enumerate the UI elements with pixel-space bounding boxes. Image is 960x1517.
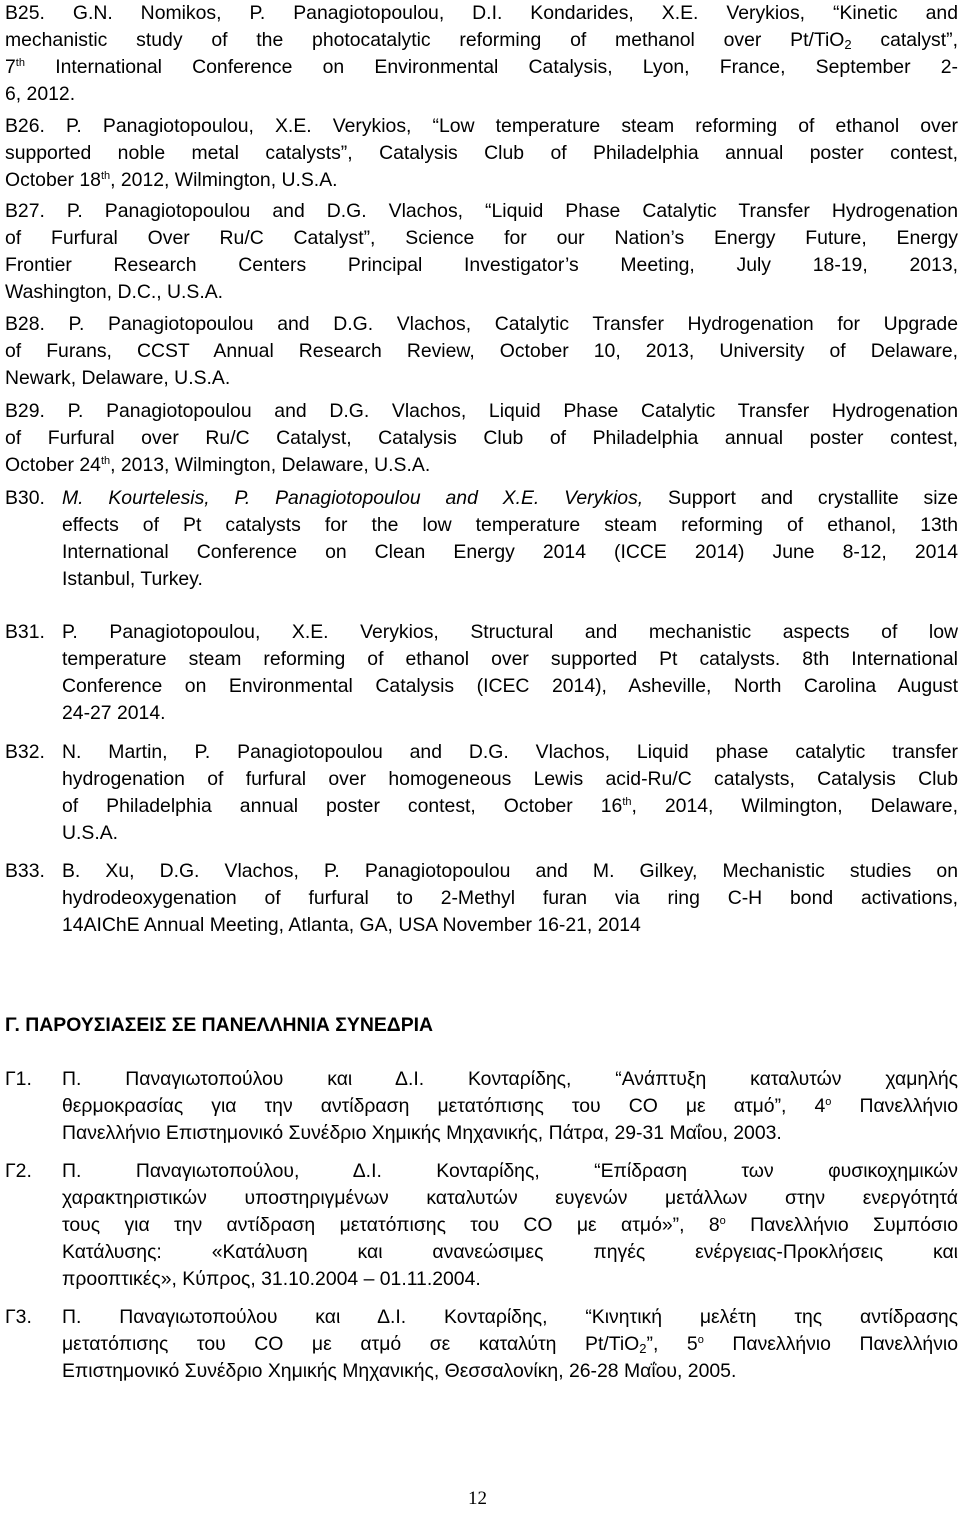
entry-line: χαρακτηριστικών υποστηριγμένων καταλυτών ευγενών μετάλλων στην ενεργότητά bbox=[62, 1187, 958, 1209]
entry-line: τους για την αντίδραση μετατόπισης του CO με ατμό»”, 8$^o$ Πανελλήνιο Συμπόσιο bbox=[62, 1214, 958, 1236]
entry-line: of Furans, CCST Annual Research Review, October 10, 2013, University of Delaware, bbox=[5, 340, 958, 362]
entry-line: 6, 2012. bbox=[5, 83, 76, 105]
entry-line: of Furfural Over Ru/C Catalyst”, Science for our Nation’s Energy Future, Energy bbox=[5, 227, 958, 249]
page-number: 12 bbox=[468, 1488, 487, 1509]
entry-line: International Conference on Clean Energy 2014 (ICCE 2014) June 8-12, 2014 bbox=[62, 541, 958, 563]
reference-entry-b28 bbox=[5, 311, 958, 392]
entry-line: hydrodeoxygenation of furfural to 2-Methyl furan via ring C-H bond activations, bbox=[62, 887, 958, 909]
entry-line: B31. P. Panagiotopoulou, X.E. Verykios, Structural and mechanistic aspects of low bbox=[5, 619, 958, 646]
reference-entry-b27 bbox=[5, 198, 958, 306]
entry-line: Istanbul, Turkey. bbox=[62, 568, 203, 590]
entry-line: B30. M. Kourtelesis, P. Panagiotopoulou and X.E. Verykios, Support and crystallite size bbox=[5, 485, 958, 512]
entry-line: B29. P. Panagiotopoulou and D.G. Vlachos, Liquid Phase Catalytic Transfer Hydrogenation bbox=[5, 400, 958, 422]
entry-line: Γ2. Π. Παναγιωτοπούλου, Δ.Ι. Κονταρίδης, “Επίδραση των φυσικοχημικών bbox=[5, 1158, 958, 1185]
reference-entry-g2 bbox=[5, 1158, 958, 1293]
entry-line: Γ1. Π. Παναγιωτοπούλου και Δ.Ι. Κονταρίδης, “Ανάπτυξη καταλυτών χαμηλής bbox=[5, 1066, 958, 1093]
reference-entry-b29 bbox=[5, 398, 958, 479]
entry-label: Γ3. bbox=[5, 1306, 32, 1328]
entry-line: Frontier Research Centers Principal Investigator’s Meeting, July 18-19, 2013, bbox=[5, 254, 958, 276]
entry-line: 7th International Conference on Environmental Catalysis, Lyon, France, September 2- bbox=[5, 56, 958, 78]
entry-line: B33. B. Xu, D.G. Vlachos, P. Panagiotopoulou and M. Gilkey, Mechanistic studies on bbox=[5, 858, 958, 885]
entry-label: Γ2. bbox=[5, 1160, 32, 1182]
entry-label: B30. bbox=[5, 487, 45, 509]
entry-line: 14AIChE Annual Meeting, Atlanta, GA, USA November 16-21, 2014 bbox=[62, 914, 641, 936]
entry-line: of Furfural over Ru/C Catalyst, Catalysis Club of Philadelphia annual poster contest, bbox=[5, 427, 958, 449]
entry-line: U.S.A. bbox=[62, 822, 119, 844]
entry-line: supported noble metal catalysts”, Catalysis Club of Philadelphia annual poster contest, bbox=[5, 142, 958, 164]
reference-entry-b31 bbox=[5, 619, 958, 727]
entry-line: mechanistic study of the photocatalytic reforming of methanol over Pt/TiO$_2$ catalyst”, bbox=[5, 29, 958, 52]
entry-line: Washington, D.C., U.S.A. bbox=[5, 281, 224, 303]
entry-line: Conference on Environmental Catalysis (ICEC 2014), Asheville, North Carolina August bbox=[62, 675, 958, 697]
entry-line: B25. G.N. Nomikos, P. Panagiotopoulou, D.I. Kondarides, X.E. Verykios, “Kinetic and bbox=[5, 2, 958, 24]
entry-label: B32. bbox=[5, 741, 45, 763]
entry-line: B28. P. Panagiotopoulou and D.G. Vlachos, Catalytic Transfer Hydrogenation for Upgrade bbox=[5, 313, 958, 335]
reference-entry-b33 bbox=[5, 858, 958, 939]
entry-line: Γ3. Π. Παναγιωτοπούλου και Δ.Ι. Κονταρίδης, “Κινητική μελέτη της αντίδρασης bbox=[5, 1304, 958, 1331]
reference-entry-b30 bbox=[5, 485, 958, 593]
reference-entry-b25 bbox=[5, 0, 958, 108]
entry-line: Κατάλυσης: «Κατάλυση και ανανεώσιμες πηγές ενέργειας-Προκλήσεις και bbox=[62, 1241, 958, 1263]
entry-line: 24-27 2014. bbox=[62, 702, 166, 724]
entry-label: Γ1. bbox=[5, 1068, 32, 1090]
reference-entry-g1 bbox=[5, 1066, 958, 1147]
entry-line: October 24th, 2013, Wilmington, Delaware, U.S.A. bbox=[5, 454, 431, 476]
entry-line: προοπτικές», Κύπρος, 31.10.2004 – 01.11.2004. bbox=[62, 1268, 481, 1290]
entry-line: temperature steam reforming of ethanol over supported Pt catalysts. 8th International bbox=[62, 648, 958, 670]
entry-line: hydrogenation of furfural over homogeneous Lewis acid-Ru/C catalysts, Catalysis Club bbox=[62, 768, 958, 790]
entry-line: of Philadelphia annual poster contest, October 16th, 2014, Wilmington, Delaware, bbox=[62, 795, 958, 817]
section-heading: Γ. ΠΑΡΟΥΣΙΑΣΕΙΣ ΣΕ ΠΑΝΕΛΛΗΝΙΑ ΣΥΝΕΔΡΙΑ bbox=[5, 1014, 434, 1036]
entry-line: B32. N. Martin, P. Panagiotopoulou and D.G. Vlachos, Liquid phase catalytic transfer bbox=[5, 739, 958, 766]
entry-line: B27. P. Panagiotopoulou and D.G. Vlachos, “Liquid Phase Catalytic Transfer Hydrogenation bbox=[5, 200, 958, 222]
reference-entry-g3 bbox=[5, 1304, 958, 1385]
entry-line: Newark, Delaware, U.S.A. bbox=[5, 367, 231, 389]
entry-line: B26. P. Panagiotopoulou, X.E. Verykios, “Low temperature steam reforming of ethanol over bbox=[5, 115, 958, 137]
reference-entry-b26 bbox=[5, 113, 958, 194]
entry-line: μετατόπισης του CO με ατμό σε καταλύτη Pt/TiO$_2$”, 5$^o$ Πανελλήνιο Πανελλήνιο bbox=[62, 1333, 958, 1356]
reference-entry-b32 bbox=[5, 739, 958, 847]
entry-label: B31. bbox=[5, 621, 45, 643]
entry-line: Επιστημονικό Συνέδριο Χημικής Μηχανικής, Θεσσαλονίκη, 26-28 Μαΐου, 2005. bbox=[62, 1360, 737, 1382]
entry-label: B33. bbox=[5, 860, 45, 882]
entry-line: October 18th, 2012, Wilmington, U.S.A. bbox=[5, 169, 338, 191]
entry-line: θερμοκρασίας για την αντίδραση μετατόπισης του CO με ατμό”, 4$^o$ Πανελλήνιο bbox=[62, 1095, 958, 1117]
entry-line: Πανελλήνιο Επιστημονικό Συνέδριο Χημικής Μηχανικής, Πάτρα, 29-31 Μαΐου, 2003. bbox=[62, 1122, 782, 1144]
entry-line: effects of Pt catalysts for the low temperature steam reforming of ethanol, 13th bbox=[62, 514, 958, 536]
